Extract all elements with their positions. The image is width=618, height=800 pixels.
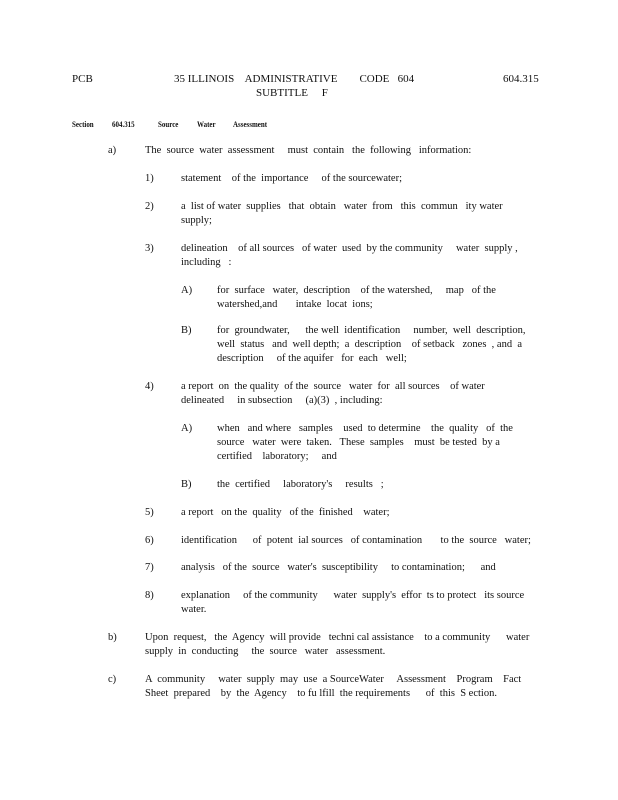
item-a-text: The source water assessment must contain the following information: xyxy=(145,145,472,156)
header-code-title: 35 ILLINOIS ADMINISTRATIVE CODE 604 xyxy=(174,73,415,85)
item-a3A-text: for surface water, description of the watershed, map of the watershed,and intake locat ions; xyxy=(217,285,499,310)
header-subtitle: SUBTITLE F xyxy=(256,87,328,99)
section-title-source: Source xyxy=(158,119,179,129)
item-a4B-text: the certified laboratory's results ; xyxy=(217,479,384,490)
section-title-assessment: Assessment xyxy=(233,119,268,129)
item-a4A-label: A) xyxy=(181,423,193,434)
item-a6-text: identification of potent ial sources of contamination to the source water; xyxy=(181,535,531,546)
section-number: 604.315 xyxy=(112,119,135,129)
section-title-water: Water xyxy=(197,119,216,129)
item-a1-label: 1) xyxy=(145,173,154,184)
item-a3-label: 3) xyxy=(145,243,154,254)
item-a8-label: 8) xyxy=(145,590,154,601)
item-a4B-label: B) xyxy=(181,479,192,490)
item-a3B-label: B) xyxy=(181,325,192,336)
header-right-section-number: 604.315 xyxy=(503,73,539,85)
item-a4-text: a report on the quality of the source water for all sources of water delineated in subsection (a)(3) , including: xyxy=(181,381,488,406)
item-a4-label: 4) xyxy=(145,381,154,392)
item-a5-label: 5) xyxy=(145,507,154,518)
item-a2-label: 2) xyxy=(145,201,154,212)
item-a5-text: a report on the quality of the finished water; xyxy=(181,507,390,518)
section-label: Section xyxy=(72,119,94,129)
item-a6-label: 6) xyxy=(145,535,154,546)
item-a-label: a) xyxy=(108,145,117,156)
item-b-label: b) xyxy=(108,632,117,643)
item-a2-text: a list of water supplies that obtain water from this commun ity water supply; xyxy=(181,201,506,226)
item-a8-text: explanation of the community water supply's effor ts to protect its source water. xyxy=(181,590,527,615)
item-c-label: c) xyxy=(108,674,117,685)
item-a3-text: delineation of all sources of water used by the community water supply , including : xyxy=(181,243,524,268)
item-b-text: Upon request, the Agency will provide techni cal assistance to a community water supply in conducting the source water assessment. xyxy=(145,632,532,657)
item-a3A-label: A) xyxy=(181,285,193,296)
item-a7-text: analysis of the source water's susceptibility to contamination; and xyxy=(181,562,496,573)
item-a7-label: 7) xyxy=(145,562,154,573)
item-a1-text: statement of the importance of the sourcewater; xyxy=(181,173,403,184)
header-left: PCB xyxy=(72,73,93,85)
item-a4A-text: when and where samples used to determine the quality of the source water were taken. These samples must be tested by a certified laboratory; and xyxy=(217,423,516,462)
item-a3B-text: for groundwater, the well identification number, well description, well status and well depth; a description of setback zones , and a description of the aquifer for each well; xyxy=(217,325,529,364)
item-c-text: A community water supply may use a SourceWater Assessment Program Fact Sheet prepared by the Agency to fu lfill the requirements of this S ection. xyxy=(145,674,524,699)
